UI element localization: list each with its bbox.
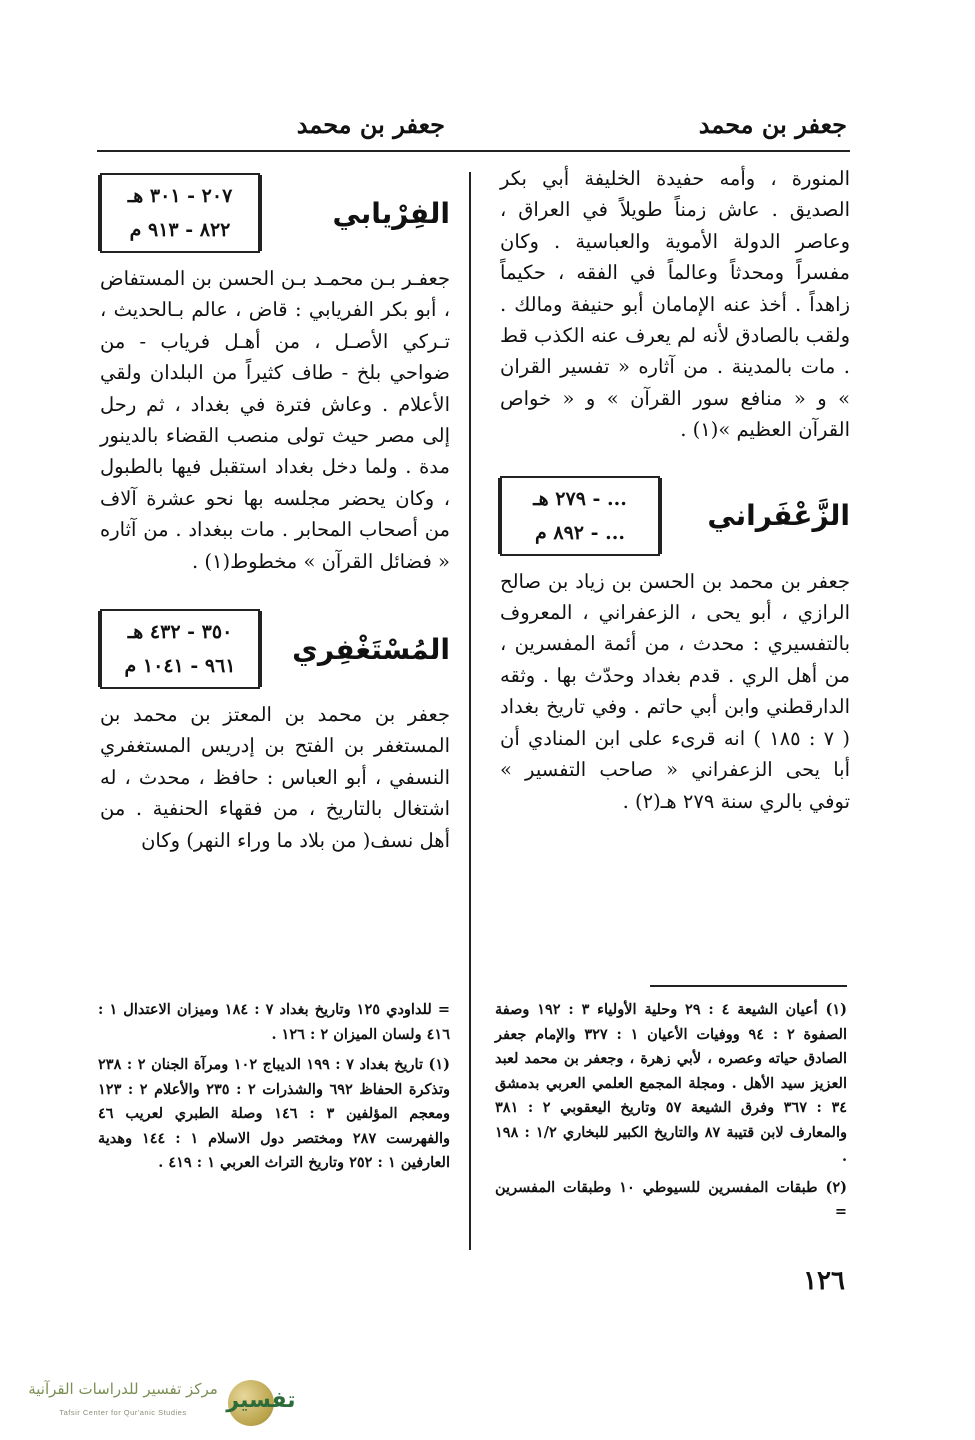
logo-english-text: Tafsir Center for Qur'anic Studies (59, 1408, 187, 1417)
date-box-zafarani (500, 476, 660, 556)
date-box-mustaghfiri (100, 609, 260, 689)
date-hijri: ٢٠٧ - ٣٠١ هـ (127, 185, 233, 207)
date-gregorian: ٩٦١ - ١٠٤١ م (124, 655, 236, 678)
logo-mark: تفسير (226, 1388, 296, 1413)
entry-header-firyabi (100, 163, 450, 263)
running-head-right: جعفر بن محمد (698, 110, 847, 139)
footnotes-left (98, 998, 450, 1176)
page-number: ١٢٦ (803, 1266, 845, 1296)
header-rule (97, 150, 850, 152)
left-column (100, 163, 450, 856)
footnote: = للداودي ١٢٥ وتاريخ بغداد ٧ : ١٨٤ وميزان الاعتدال ١ : ٤١٦ ولسان الميزان ٢ : ١٢٦ . (98, 1001, 450, 1043)
footnote: (٢) طبقات المفسرين للسيوطي ١٠ وطبقات المفسرين = (495, 1178, 847, 1220)
footnote: (١) تاريخ بغداد ٧ : ١٩٩ الديباج ١٠٢ ومرآة الجنان ٢ : ٢٣٨ وتذكرة الحفاظ ٦٩٢ والشذرات ٢ : ٢٣٥ والأعلام ٢ : ١٢٣ ومعجم المؤلفين ٣ : ١٤٦ وصلة الطبري لعريب ٤٦ والفهرست ٢٨٧ ومختصر دول الاسلام ١ : ١٤٤ وهدية العارفين ١ : ٢٥٢ وتاريخ التراث العربي ١ : ٤١٩ . (98, 1056, 451, 1171)
entry-text-firyabi: جعفـر بـن محمـد بـن الحسن بن المستفاض ، أبو بكر الفريابي : قاض ، عالم بـالحديث ، تـركي الأصـل ، من أهـل فرياب - من ضواحي بلخ - طاف كثيراً من البلدان ولقي الأعلام . وعاش فترة في بغداد ، ثم رحل إلى مصر حيث تولى منصب القضاء بالدينور مدة . ولما دخل بغداد استقبل فيها بالطبول ، وكان يحضر مجلسه بها نحو عشرة آلاف من أصحاب المحابر . مات ببغداد . من آثاره « فضائل القرآن » مخطوط(١) . (100, 267, 450, 573)
entry-name-firyabi: الفِرْيابي (332, 196, 450, 230)
entry-name-zafarani: الزَّعْفَراني (707, 499, 850, 533)
tafsir-center-logo (18, 1378, 296, 1428)
footnote: (١) أعيان الشيعة ٤ : ٢٩ وحلية الأولياء ٣ : ١٩٢ وصفة الصفوة ٢ : ٩٤ ووفيات الأعيان ١ : ٣٢٧ والإمام جعفر الصادق حياته وعصره ، لأبي زهرة ، وجعفر بن محمد لعبد العزيز سيد الأهل . ومجلة المجمع العلمي العربي بدمشق ٣٤ : ٣٦٧ وفرق الشيعة ٥٧ وتاريخ اليعقوبي ٢ : ٣٨١ والمعارف لابن قتيبة ٨٧ والتاريخ الكبير للبخاري ١/٢ : ١٩٨ . (495, 1001, 848, 1165)
date-box-firyabi (100, 173, 260, 253)
footnote-rule (650, 985, 847, 987)
running-head-left: جعفر بن محمد (296, 110, 445, 139)
entry-header-zafarani (500, 466, 850, 566)
date-gregorian: ٨٢٢ - ٩١٣ م (129, 219, 231, 241)
date-hijri: ٣٥٠ - ٤٣٢ هـ (127, 621, 233, 644)
column-divider (469, 172, 471, 1250)
entry-text-zafarani: جعفر بن محمد بن الحسن بن زياد بن صالح الرازي ، أبو يحى ، الزعفراني ، المعروف بالتفسيري : محدث ، من أئمة المفسرين ، من أهل الري . قدم بغداد وحدّث بها . وثقه الدارقطني وابن أبي حاتم . وفي تاريخ بغداد ( ٧ : ١٨٥ ) انه قرىء على ابن المنادي أن أبا يحى الزعفراني « صاحب التفسير » توفي بالري سنة ٢٧٩ هـ(٢) . (500, 569, 850, 813)
entry-text-mustaghfiri: جعفر بن محمد بن المعتز بن محمد بن المستغفر بن الفتح بن إدريس المستغفري النسفي ، أبو العباس : حافظ ، محدث ، له اشتغال بالتاريخ ، من فقهاء الحنفية . من أهل نسف( من بلاد ما وراء النهر) وكان (100, 703, 450, 852)
continued-entry-text: المنورة ، وأمه حفيدة الخليفة أبي بكر الصديق . عاش زمناً طويلاً في العراق ، وعاصر الدولة الأموية والعباسية . وكان مفسراً ومحدثاً وعالماً في الفقه ، حكيماً زاهداً . أخذ عنه الإمامان أبو حنيفة ومالك . ولقب بالصادق لأنه لم يعرف عنه الكذب قط . مات بالمدينة . من آثاره « تفسير القران » و « منافع سور القرآن » و « خواص القرآن العظيم »(١) . (500, 167, 850, 442)
logo-arabic-text: مركز تفسير للدراسات القرآنية (28, 1380, 218, 1398)
date-hijri: ... - ٢٧٩ هـ (533, 487, 627, 510)
date-gregorian: ... - ٨٩٢ م (535, 521, 625, 544)
footnotes-right (495, 998, 847, 1225)
right-column (500, 163, 850, 817)
entry-name-mustaghfiri: المُسْتَغْفِري (292, 632, 450, 666)
entry-header-mustaghfiri (100, 599, 450, 699)
